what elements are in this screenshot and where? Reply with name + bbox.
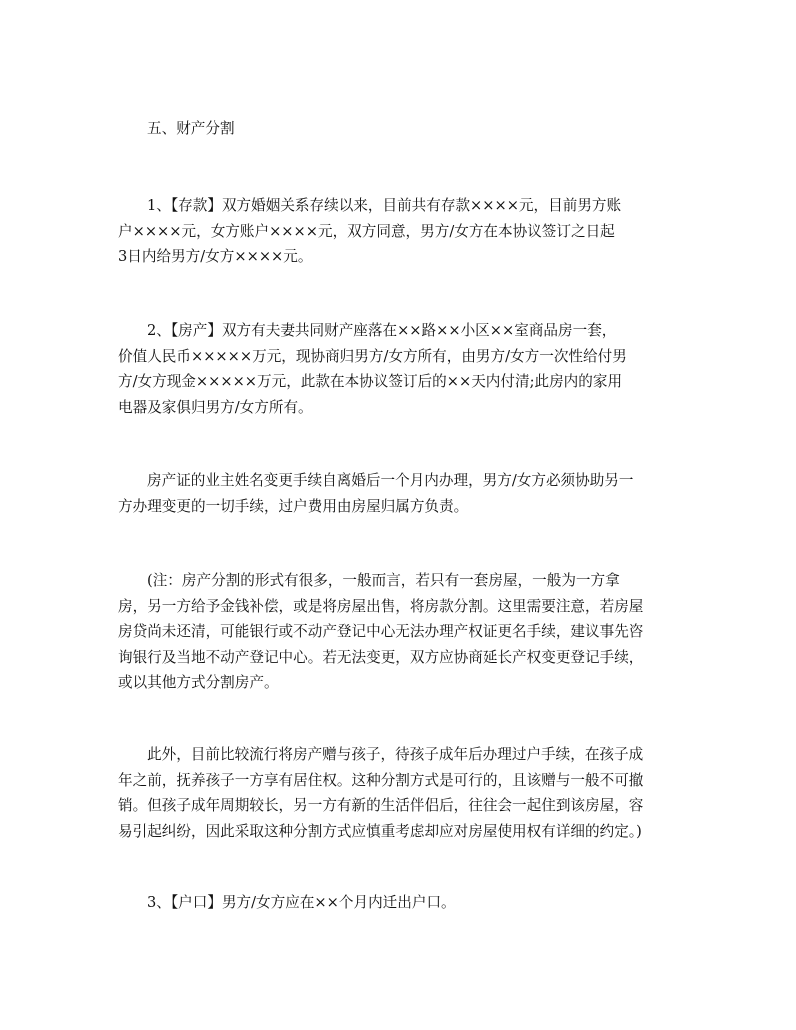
paragraph-line: 销。但孩子成年周期较长，另一方有新的生活伴侣后，往往会一起住到该房屋，容 (118, 797, 644, 814)
paragraph-note (118, 568, 684, 696)
paragraph-line: 此外，目前比较流行将房产赠与孩子，待孩子成年后办理过户手续，在孩子成 (147, 746, 644, 763)
paragraph-line: 2、【房产】双方有夫妻共同财产座落在××路××小区××室商品房一套， (147, 322, 617, 339)
paragraph-line: 房，另一方给予金钱补偿，或是将房屋出售，将房款分割。这里需要注意，若房屋 (118, 597, 644, 615)
section-heading (118, 116, 684, 142)
paragraph-gift-to-child (118, 742, 684, 844)
paragraph-line: 房贷尚未还清，可能银行或不动产登记中心无法办理产权证更名手续，建议事先咨 (118, 623, 644, 640)
paragraph-line: 年之前，抚养孩子一方享有居住权。这种分割方式是可行的，且该赠与一般不可撤 (118, 771, 644, 789)
paragraph-line: (注：房产分割的形式有很多，一般而言，若只有一套房屋，一般为一方拿 (147, 572, 620, 589)
paragraph-title-transfer (118, 468, 684, 519)
paragraph-line: 或以其他方式分割房产。 (118, 674, 279, 691)
paragraph-line: 1、【存款】双方婚姻关系存续以来，目前共有存款××××元，目前男方账 (147, 197, 622, 214)
paragraph-line: 3、【户口】男方/女方应在××个月内迁出户口。 (147, 894, 456, 911)
paragraph-line: 户××××元，女方账户××××元，双方同意，男方/女方在本协议签订之日起 (118, 222, 615, 240)
paragraph-savings (118, 193, 684, 270)
paragraph-line: 易引起纠纷，因此采取这种分割方式应慎重考虑却应对房屋使用权有详细的约定。) (118, 822, 642, 840)
paragraph-line: 询银行及当地不动产登记中心。若无法变更，双方应协商延长产权变更登记手续， (118, 648, 644, 666)
paragraph-household (118, 890, 684, 916)
paragraph-line: 3日内给男方/女方××××元。 (118, 248, 313, 265)
paragraph-line: 方办理变更的一切手续，过户费用由房屋归属方负责。 (118, 497, 469, 515)
paragraph-line: 价值人民币×××××万元，现协商归男方/女方所有，由男方/女方一次性给付男 (118, 347, 627, 365)
paragraph-line: 房产证的业主姓名变更手续自离婚后一个月内办理，男方/女方必须协助另一 (147, 472, 634, 489)
paragraph-line: 方/女方现金×××××万元，此款在本协议签订后的××天内付清;此房内的家用 (118, 373, 623, 390)
heading-line: 五、财产分割 (147, 120, 235, 137)
paragraph-property (118, 318, 684, 420)
paragraph-line: 电器及家俱归男方/女方所有。 (118, 398, 313, 416)
